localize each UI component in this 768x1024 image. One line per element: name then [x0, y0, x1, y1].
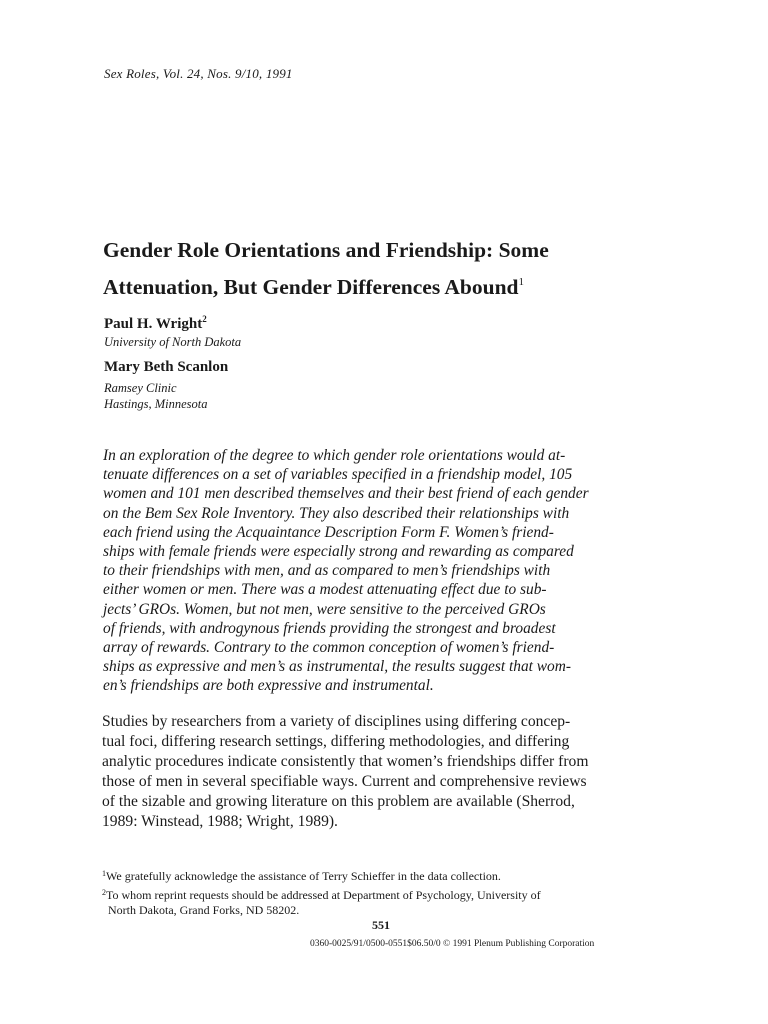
footnote-2-text: To whom reprint requests should be addressed at Department of Psychology, University of: [106, 887, 541, 902]
title-footnote-mark: 1: [518, 276, 524, 288]
abstract-line: either women or men. There was a modest attenuating effect due to sub-: [103, 581, 547, 599]
abstract-line: jects’ GROs. Women, but not men, were sensitive to the perceived GROs: [103, 600, 546, 618]
abstract-line: ships with female friends were especially strong and rewarding as compared: [103, 543, 574, 561]
body-line: of the sizable and growing literature on this problem are available (Sherrod,: [102, 793, 575, 810]
abstract-line: array of rewards. Contrary to the common conception of women’s friend-: [103, 639, 555, 657]
abstract-line: en’s friendships are both expressive and instrumental.: [103, 677, 434, 695]
footnote-2-continuation: North Dakota, Grand Forks, ND 58202.: [108, 903, 300, 917]
body-line: Studies by researchers from a variety of disciplines using differing concep-: [102, 713, 571, 730]
title-line-1: Gender Role Orientations and Friendship: Some: [103, 238, 549, 262]
abstract-line: each friend using the Acquaintance Description Form F. Women’s friend-: [103, 523, 554, 541]
copyright-line: 0360-0025/91/0500-0551$06.50/0 © 1991 Plenum Publishing Corporation: [310, 939, 595, 949]
body-paragraph: [102, 712, 672, 832]
author-2-affiliation: [104, 380, 207, 412]
abstract-line: tenuate differences on a set of variables specified in a friendship model, 105: [103, 466, 573, 484]
abstract-line: In an exploration of the degree to which gender role orientations would at-: [103, 447, 566, 464]
author-name: [104, 314, 207, 333]
author-1-name: Paul H. Wright: [104, 316, 203, 332]
page-number: 551: [372, 918, 390, 932]
title-line-2: Attenuation, But Gender Differences Abound: [103, 275, 519, 299]
author-2-affiliation-line-2: Hastings, Minnesota: [104, 397, 208, 411]
footnote-1: [102, 866, 682, 885]
paper-title: [103, 234, 703, 303]
author-1-footnote-mark: 2: [202, 314, 207, 324]
abstract-line: women and 101 men described themselves and their best friend of each gender: [103, 485, 589, 503]
author-1-affiliation: University of North Dakota: [104, 335, 242, 349]
journal-citation: Sex Roles, Vol. 24, Nos. 9/10, 1991: [104, 66, 293, 81]
abstract-line: ships as expressive and men’s as instrumental, the results suggest that wom-: [103, 658, 571, 676]
abstract-line: to their friendships with men, and as compared to men’s friendships with: [103, 562, 551, 580]
body-line: those of men in several specifiable ways. Current and comprehensive reviews: [102, 773, 587, 790]
footnote-2: [102, 885, 682, 904]
body-line: tual foci, differing research settings, differing methodologies, and differing: [102, 733, 570, 750]
body-line: 1989: Winstead, 1988; Wright, 1989).: [102, 813, 338, 830]
abstract: [103, 446, 671, 696]
body-line: analytic procedures indicate consistently that women’s friendships differ from: [102, 753, 589, 770]
author-2-name: Mary Beth Scanlon: [104, 359, 229, 375]
abstract-line: on the Bem Sex Role Inventory. They also described their relationships with: [103, 504, 570, 522]
author-2-affiliation-line-1: Ramsey Clinic: [104, 381, 177, 395]
abstract-line: of friends, with androgynous friends providing the strongest and broadest: [103, 619, 556, 637]
footnotes: [102, 866, 682, 919]
footnote-1-mark: 1: [102, 869, 106, 878]
footnote-2-mark: 2: [102, 887, 106, 897]
footnote-1-text: We gratefully acknowledge the assistance of Terry Schieffer in the data collection.: [106, 869, 501, 883]
